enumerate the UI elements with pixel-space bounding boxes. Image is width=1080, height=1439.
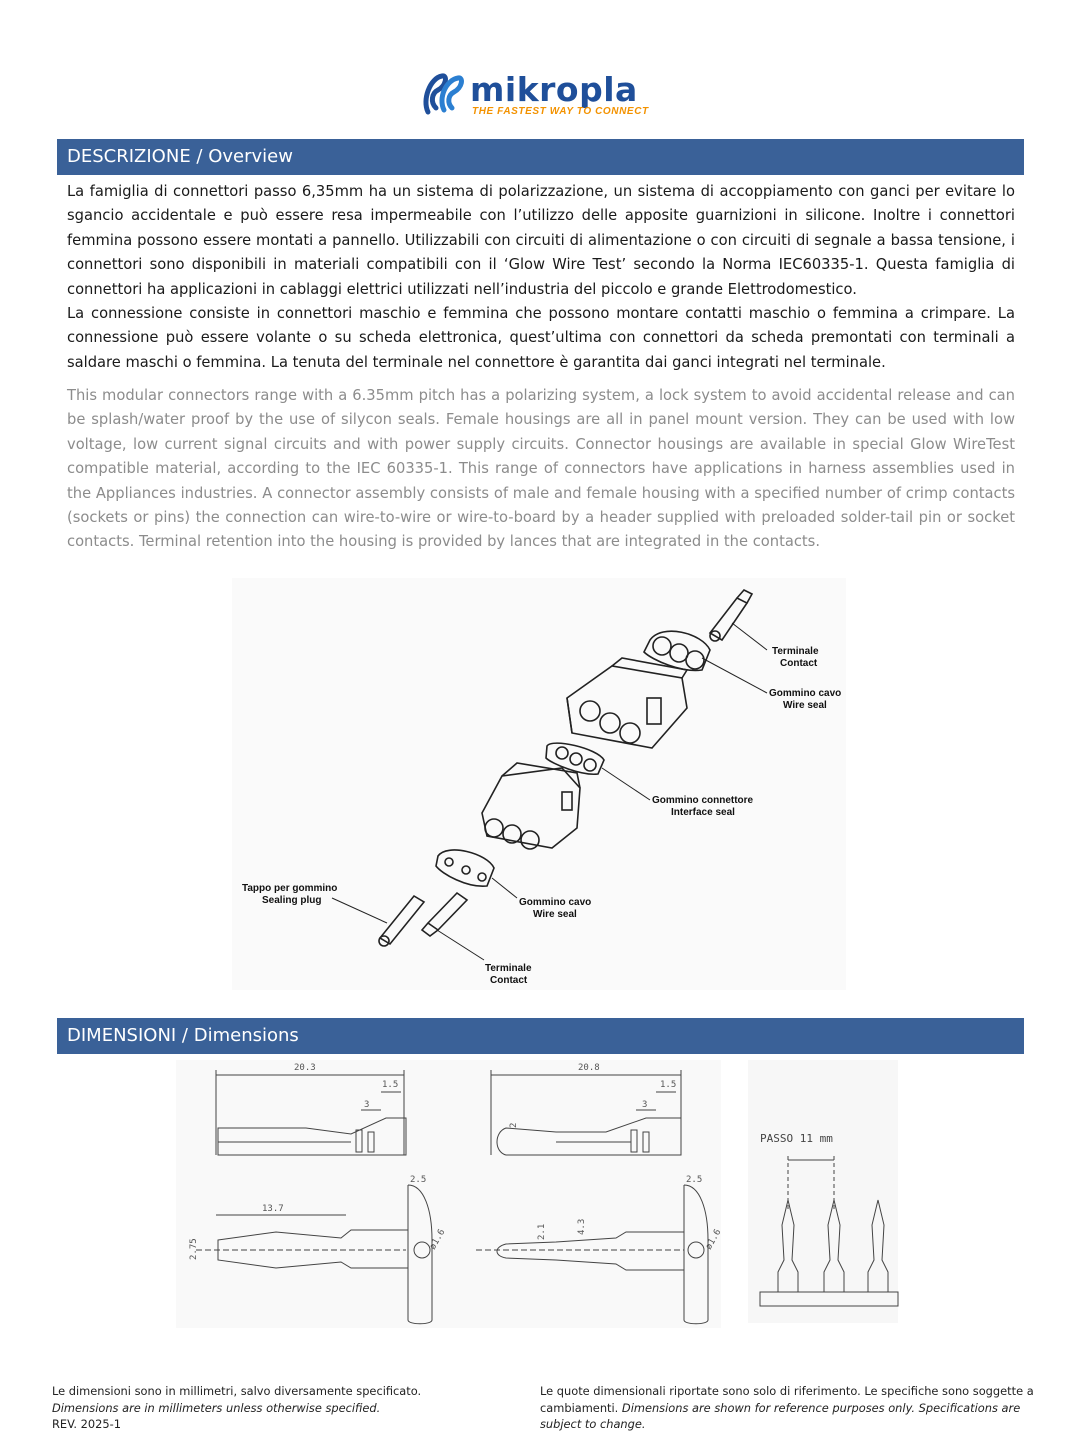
label-wire-seal-bottom-en: Wire seal: [533, 909, 577, 920]
exploded-view-diagram: [232, 578, 846, 990]
label-wire-seal-bottom-it: Gommino cavo: [519, 897, 592, 908]
label-sealing-plug-en: Sealing plug: [262, 895, 322, 906]
pitch-label: PASSO 11 mm: [760, 1132, 833, 1145]
mikropla-logo-icon: [420, 70, 470, 116]
label-wire-seal-top-en: Wire seal: [783, 700, 827, 711]
overview-section-header: DESCRIZIONE / Overview: [57, 139, 1024, 175]
dimension-drawings: [176, 1060, 724, 1328]
footer-units-en: Dimensions are in millimeters unless otherwise specified.: [52, 1400, 381, 1415]
label-contact-bottom: Contact: [490, 975, 528, 986]
dim-male-1-5: 1.5: [660, 1080, 677, 1090]
overview-english-text: This modular connectors range with a 6.35mm pitch has a polarizing system, a lock system to avoid accidental release and can be splash/water proof by the use of silycon seals. Female housings are all in panel mount version. They can be used with low voltage, low current signal circuits and with power supply circuits. Connector housings are available in special Glow WireTest compatible material, according to the IEC 60335-1. This range of connectors have applications in harness assemblies used in the Appliances industries. A connector assembly consists of male and female housing with a specified number of crimp contacts (sockets or pins) the connection can wire-to-wire or wire-to-board by a header supplied with preloaded solder-tail pin or socket contacts. Terminal retention into the housing is provided by lances that are integrated in the contacts.: [67, 387, 1015, 551]
dimensions-section-header: DIMENSIONI / Dimensions: [57, 1018, 1024, 1054]
overview-it-paragraph-2: La connessione consiste in connettori maschio e femmina che possono montare contatti maschio o femmina a crimpare. La connessione può essere volante o su scheda elettronica, quest’ultima con connettori da scheda premontati con terminali a saldare maschi o femmina. La tenuta del terminale nel connettore è garantita dai ganci integrati nel terminale.: [67, 305, 1015, 371]
footer-disclaimer-en: Dimensions are shown for reference purposes only. Specifications are subject to change.: [540, 1400, 1021, 1431]
dim-male-4-3: 4.3: [577, 1218, 587, 1235]
dim-male-length: 20.8: [578, 1063, 600, 1073]
label-terminal-bottom: Terminale: [485, 963, 532, 974]
brand-logo: [420, 70, 670, 120]
pitch-drawing: [748, 1060, 898, 1323]
dim-male-2-5: 2.5: [686, 1175, 703, 1185]
label-wire-seal-top-it: Gommino cavo: [769, 688, 842, 699]
overview-italian-text: [67, 180, 1015, 375]
footer-disclaimer-it: Le quote dimensionali riportate sono solo di riferimento. Le specifiche sono soggette a cambiamenti.: [540, 1384, 1034, 1415]
dim-female-1-5: 1.5: [382, 1080, 399, 1090]
brand-name: mikropla: [470, 70, 638, 109]
footer-right-notes: [540, 1383, 1040, 1433]
dim-female-diameter: ø1.6: [427, 1227, 448, 1252]
dim-male-2-1: 2.1: [537, 1223, 547, 1240]
dim-female-13-7: 13.7: [262, 1204, 284, 1214]
dim-male-diameter: ø1.6: [703, 1227, 724, 1252]
dim-female-3: 3: [364, 1100, 370, 1110]
label-sealing-plug-it: Tappo per gommino: [242, 883, 338, 894]
label-interface-seal-en: Interface seal: [671, 807, 735, 818]
dim-female-2-5: 2.5: [410, 1175, 427, 1185]
dim-male-2: 2: [509, 1122, 519, 1128]
dim-female-2-75: 2.75: [189, 1238, 199, 1260]
dim-male-3: 3: [642, 1100, 648, 1110]
label-terminal-top: Terminale: [772, 646, 819, 657]
footer-units-it: Le dimensioni sono in millimetri, salvo diversamente specificato.: [52, 1384, 422, 1398]
label-interface-seal-it: Gommino connettore: [652, 795, 754, 806]
footer-revision: REV. 2025-1: [52, 1417, 122, 1431]
label-contact-top: Contact: [780, 658, 818, 669]
overview-it-paragraph-1: La famiglia di connettori passo 6,35mm ha un sistema di polarizzazione, un sistema di accoppiamento con ganci per evitare lo sgancio accidentale e può essere resa impermeabile con l’utilizzo delle apposite guarnizioni in silicone. Inoltre i connettori femmina possono essere montati a pannello. Utilizzabili con circuiti di alimentazione o con circuiti di segnale a bassa tensione, i connettori sono disponibili in materiali compatibili con il ‘Glow Wire Test’ secondo la Norma IEC60335-1. Questa famiglia di connettori ha applicazioni in cablaggi elettrici utilizzati nell’industria del piccolo e grande Elettrodomestico.: [67, 183, 1015, 298]
dim-female-length: 20.3: [294, 1063, 316, 1073]
footer-left-notes: [52, 1383, 492, 1433]
brand-tagline: THE FASTEST WAY TO CONNECT: [472, 106, 649, 117]
